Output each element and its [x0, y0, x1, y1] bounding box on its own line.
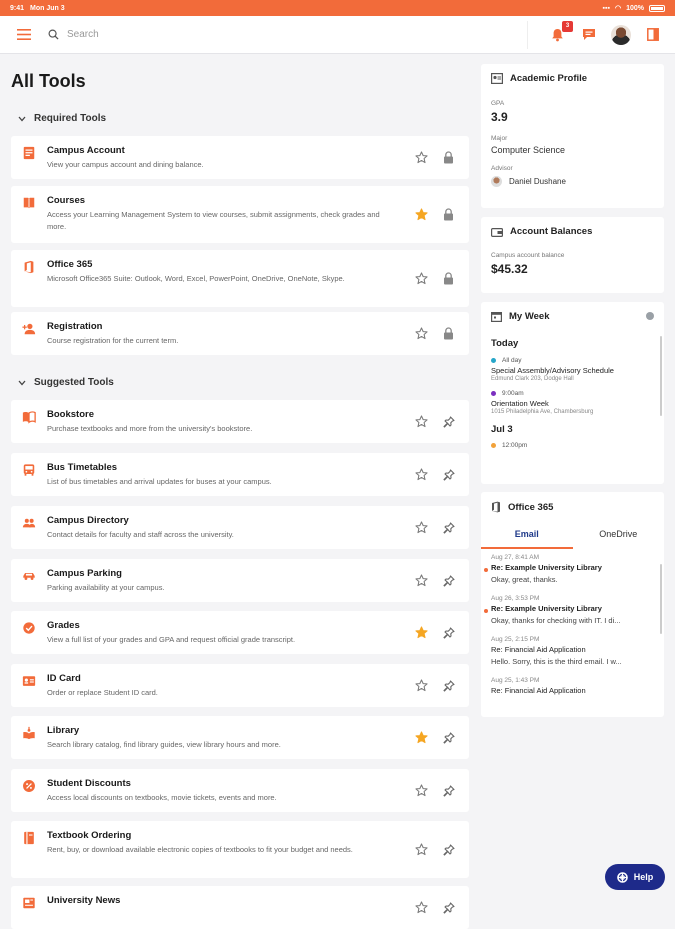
battery-icon — [649, 5, 665, 12]
tool-name: Office 365 — [47, 259, 93, 270]
textbook-icon — [21, 830, 37, 846]
pin-icon[interactable] — [442, 843, 455, 856]
status-time: 9:41 — [10, 4, 25, 12]
event-location: Edmund Clark 203, Dodge Hall — [491, 376, 574, 382]
tool-card[interactable] — [11, 400, 469, 443]
academic-profile-card[interactable] — [481, 64, 664, 208]
event-location: 1015 Philadelphia Ave, Chambersburg — [491, 409, 594, 415]
suggested-tools-header[interactable] — [18, 377, 114, 388]
email-item[interactable] — [481, 594, 664, 627]
tool-card[interactable] — [11, 453, 469, 496]
email-snippet: Okay, great, thanks. — [491, 575, 558, 584]
balance-label: Campus account balance — [491, 252, 565, 259]
email-subject: Re: Example University Library — [491, 604, 602, 613]
wifi-icon: ◠ — [614, 5, 622, 12]
day-heading-next: Jul 3 — [491, 424, 513, 435]
section-title: Required Tools — [34, 113, 107, 124]
office-icon — [21, 259, 37, 275]
tool-name: Bus Timetables — [47, 462, 118, 473]
user-avatar[interactable] — [611, 25, 631, 45]
book-icon — [21, 195, 37, 211]
chevron-down-icon — [18, 380, 26, 386]
pin-icon[interactable] — [442, 784, 455, 797]
star-outline-icon[interactable] — [415, 327, 428, 340]
notification-badge: 3 — [562, 21, 573, 32]
tool-name: Grades — [47, 620, 80, 631]
pin-icon[interactable] — [442, 415, 455, 428]
email-snippet: Okay, thanks for checking with IT. I di... — [491, 616, 621, 625]
pin-icon[interactable] — [442, 626, 455, 639]
email-item[interactable] — [481, 635, 664, 668]
email-date: Aug 25, 2:15 PM — [491, 636, 540, 643]
people-icon — [21, 515, 37, 531]
event-color-dot — [491, 358, 496, 363]
star-outline-icon[interactable] — [415, 901, 428, 914]
advisor-label: Advisor — [491, 165, 513, 172]
email-subject: Re: Example University Library — [491, 563, 602, 572]
office-tabs — [481, 525, 664, 549]
status-date: Mon Jun 3 — [30, 4, 65, 12]
email-snippet: Hello. Sorry, this is the third email. I w... — [491, 657, 622, 666]
calendar-event[interactable] — [491, 442, 654, 449]
receipt-icon — [21, 145, 37, 161]
id-card-icon — [21, 673, 37, 689]
required-tools-header[interactable] — [18, 113, 106, 124]
event-time: 12:00pm — [502, 442, 528, 449]
scrollbar[interactable] — [660, 564, 662, 634]
tool-description: Microsoft Office365 Suite: Outlook, Word, Excel, PowerPoint, OneDrive, OneNote, Skype. — [47, 274, 345, 283]
chevron-down-icon — [18, 116, 26, 122]
email-date: Aug 27, 8:41 AM — [491, 554, 540, 561]
email-date: Aug 26, 3:53 PM — [491, 595, 540, 602]
star-outline-icon[interactable] — [415, 843, 428, 856]
tool-description: Parking availability at your campus. — [47, 583, 165, 592]
star-outline-icon[interactable] — [415, 151, 428, 164]
tab-email[interactable]: Email — [481, 525, 573, 549]
tool-card[interactable] — [11, 611, 469, 654]
open-book-icon — [21, 409, 37, 425]
tool-card[interactable] — [11, 250, 469, 307]
search-icon — [48, 29, 59, 40]
email-subject: Re: Financial Aid Application — [491, 686, 586, 695]
office365-card[interactable] — [481, 492, 664, 717]
tool-description: Order or replace Student ID card. — [47, 688, 158, 697]
card-title: Account Balances — [510, 226, 593, 237]
card-title: Academic Profile — [510, 73, 588, 84]
pin-icon[interactable] — [442, 521, 455, 534]
advisor-avatar — [491, 176, 502, 187]
star-filled-icon[interactable] — [415, 208, 428, 221]
wallet-icon — [491, 227, 503, 237]
tool-description: Course registration for the current term. — [47, 336, 179, 345]
office-icon — [491, 501, 501, 513]
profile-card-icon — [491, 73, 503, 84]
tool-description: Contact details for faculty and staff across the university. — [47, 530, 234, 539]
lock-icon — [442, 327, 455, 340]
gpa-label: GPA — [491, 100, 505, 107]
person-add-icon — [21, 321, 37, 337]
my-week-card[interactable] — [481, 302, 664, 484]
tool-name: University News — [47, 895, 121, 906]
event-title: Special Assembly/Advisory Schedule — [491, 366, 614, 375]
settings-icon[interactable] — [646, 312, 654, 320]
event-title: Orientation Week — [491, 399, 549, 408]
lock-icon — [442, 151, 455, 164]
card-title: Office 365 — [508, 501, 554, 513]
tool-description: Rent, buy, or download available electronic copies of textbooks to fit your budget and needs. — [47, 845, 353, 854]
search-input[interactable] — [67, 29, 487, 40]
pin-icon[interactable] — [442, 731, 455, 744]
tools-main — [0, 55, 470, 906]
tab-onedrive[interactable]: OneDrive — [599, 529, 638, 539]
help-label: Help — [633, 872, 654, 882]
tool-name: Textbook Ordering — [47, 830, 132, 841]
email-date: Aug 25, 1:43 PM — [491, 677, 540, 684]
side-panel-icon — [647, 28, 659, 41]
tool-name: Library — [47, 725, 80, 736]
tool-card[interactable] — [11, 664, 469, 707]
pin-icon[interactable] — [442, 468, 455, 481]
page-title: All Tools — [11, 71, 86, 91]
pin-icon[interactable] — [442, 901, 455, 914]
section-title: Suggested Tools — [34, 377, 114, 388]
tool-name: Campus Account — [47, 145, 125, 156]
messages-button[interactable] — [581, 27, 597, 43]
pin-icon[interactable] — [442, 574, 455, 587]
unread-dot — [484, 568, 488, 572]
notifications-button[interactable] — [547, 23, 570, 45]
top-bar — [0, 16, 675, 54]
help-button[interactable] — [605, 864, 665, 890]
star-outline-icon[interactable] — [415, 574, 428, 587]
discount-icon — [21, 778, 37, 794]
tool-name: Campus Parking — [47, 568, 122, 579]
event-color-dot — [491, 443, 496, 448]
tool-card[interactable] — [11, 769, 469, 812]
gpa-value: 3.9 — [491, 110, 508, 124]
event-color-dot — [491, 391, 496, 396]
tool-card[interactable] — [11, 136, 469, 179]
star-outline-icon[interactable] — [415, 468, 428, 481]
library-icon — [21, 725, 37, 741]
tool-card[interactable] — [11, 506, 469, 549]
chat-icon — [582, 28, 596, 41]
card-title: My Week — [509, 311, 550, 322]
email-item[interactable] — [481, 553, 664, 586]
event-time: All day — [502, 357, 522, 364]
star-filled-icon[interactable] — [415, 731, 428, 744]
major-value: Computer Science — [491, 145, 566, 155]
tool-name: Registration — [47, 321, 103, 332]
signal-icon: ▪▪▪ — [602, 4, 610, 12]
star-outline-icon[interactable] — [415, 784, 428, 797]
tool-description: List of bus timetables and arrival updates for buses at your campus. — [47, 477, 272, 486]
lock-icon — [442, 208, 455, 221]
star-outline-icon[interactable] — [415, 521, 428, 534]
tool-description: Access your Learning Management System to view courses, submit assignments, check grades and more. — [47, 210, 380, 231]
star-outline-icon[interactable] — [415, 679, 428, 692]
tool-description: View a full list of your grades and GPA and request official grade transcript. — [47, 635, 296, 644]
major-label: Major — [491, 135, 508, 142]
tool-description: View your campus account and dining balance. — [47, 160, 204, 169]
tool-description: Purchase textbooks and more from the university's bookstore. — [47, 424, 253, 433]
tool-card[interactable] — [11, 312, 469, 355]
tool-name: ID Card — [47, 673, 81, 684]
star-filled-icon[interactable] — [415, 626, 428, 639]
tool-name: Student Discounts — [47, 778, 131, 789]
tool-name: Courses — [47, 195, 86, 206]
day-heading-today: Today — [491, 338, 519, 349]
bus-icon — [21, 462, 37, 478]
balance-value: $45.32 — [491, 262, 528, 276]
tool-card[interactable] — [11, 186, 469, 243]
lock-icon — [442, 272, 455, 285]
panel-toggle-button[interactable] — [645, 27, 661, 43]
tool-name: Bookstore — [47, 409, 94, 420]
tool-description: Access local discounts on textbooks, movie tickets, events and more. — [47, 793, 277, 802]
news-icon — [21, 895, 37, 911]
star-outline-icon[interactable] — [415, 272, 428, 285]
unread-dot — [484, 609, 488, 613]
status-bar — [0, 0, 675, 16]
calendar-event[interactable] — [491, 357, 654, 382]
car-icon — [21, 568, 37, 584]
account-balances-card[interactable] — [481, 217, 664, 293]
email-subject: Re: Financial Aid Application — [491, 645, 586, 654]
calendar-icon — [491, 311, 502, 322]
scrollbar[interactable] — [660, 336, 662, 416]
battery-percent: 100% — [626, 4, 644, 12]
tool-name: Campus Directory — [47, 515, 129, 526]
hamburger-menu-icon[interactable] — [12, 23, 36, 47]
lifebuoy-icon — [617, 872, 628, 883]
tool-card[interactable] — [11, 821, 469, 878]
pin-icon[interactable] — [442, 679, 455, 692]
email-item[interactable] — [481, 676, 664, 697]
calendar-event[interactable] — [491, 390, 654, 415]
check-circle-icon — [21, 620, 37, 636]
tool-description: Search library catalog, find library guides, view library hours and more. — [47, 740, 281, 749]
advisor-name[interactable]: Daniel Dushane — [509, 177, 566, 186]
tool-card[interactable] — [11, 886, 469, 929]
tool-card[interactable] — [11, 716, 469, 759]
star-outline-icon[interactable] — [415, 415, 428, 428]
tool-card[interactable] — [11, 559, 469, 602]
search-bar[interactable] — [44, 21, 528, 49]
event-time: 9:00am — [502, 390, 524, 397]
